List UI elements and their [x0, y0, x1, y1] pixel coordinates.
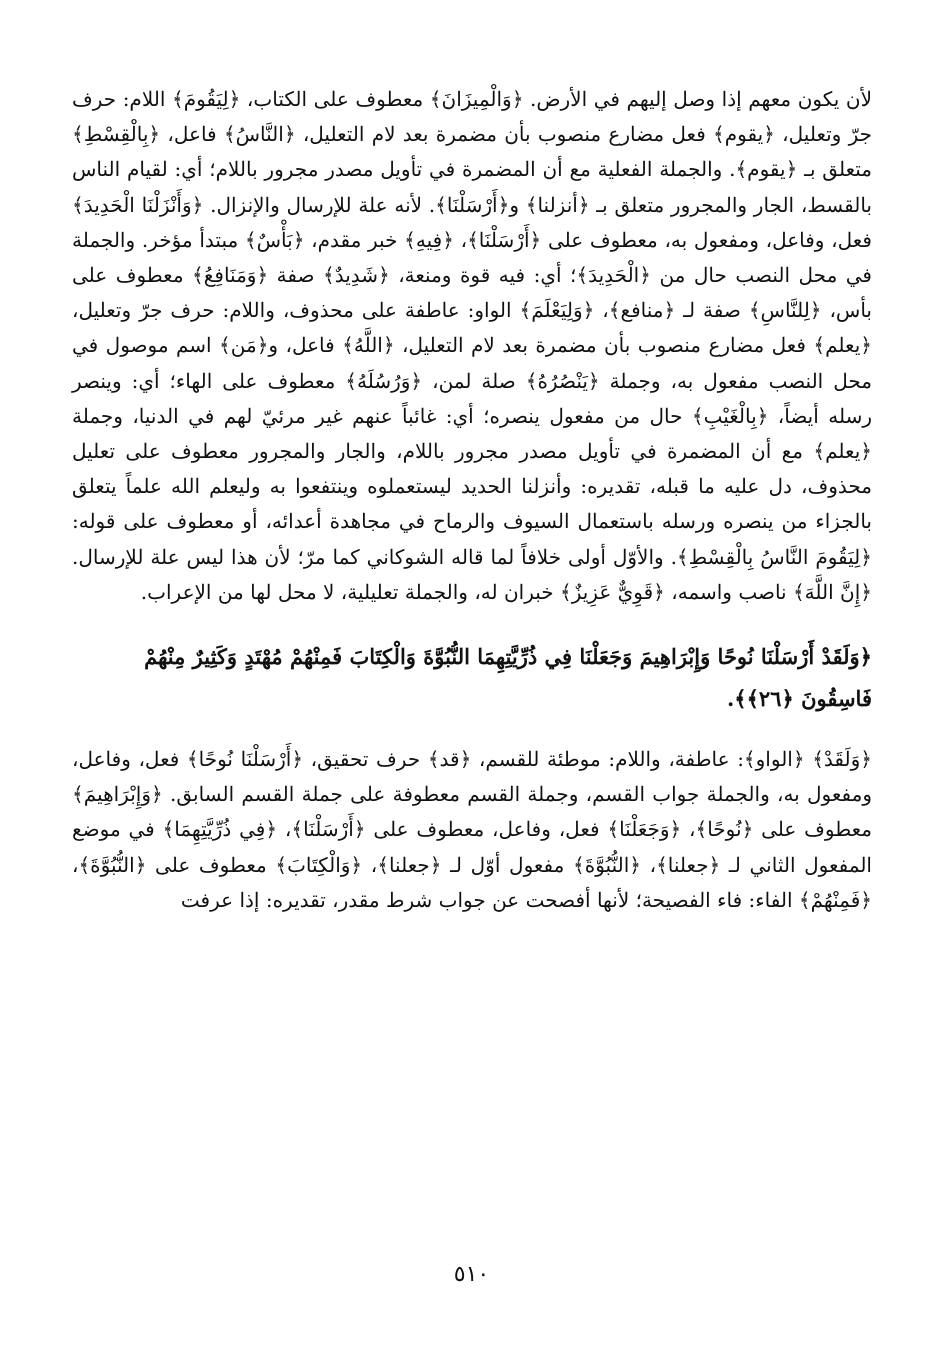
commentary-paragraph: ﴿وَلَقَدْ﴾ ﴿الواو﴾: عاطفة، واللام: موطئة للقسم، ﴿قد﴾ حرف تحقيق، ﴿أَرْسَلْنَا نُوحًا﴾ فعل، وفاعل، ومفعول به، والجملة جواب القسم، وجملة القسم معطوفة على جملة القسم السابق. ﴿وَإِبْرَاهِيمَ﴾ معطوف على ﴿نُوحًا﴾، ﴿وَجَعَلْنَا﴾ فعل، وفاعل، معطوف على ﴿أَرْسَلْنَا﴾، ﴿فِي ذُرِّيَّتِهِمَا﴾ في موضع المفعول الثاني لـ ﴿جعلنا﴾، ﴿النُّبُوَّةَ﴾ مفعول أوّل لـ ﴿جعلنا﴾، ﴿وَالْكِتَابَ﴾ معطوف على ﴿النُّبُوَّةَ﴾، ﴿فَمِنْهُمْ﴾ الفاء: فاء الفصيحة؛ لأنها أفصحت عن جواب شرط مقدر، تقديره: إذا عرفت	[72, 747, 872, 912]
commentary-paragraph: لأن يكون معهم إذا وصل إليهم في الأرض. ﴿وَالْمِيزَانَ﴾ معطوف على الكتاب، ﴿لِيَقُومَ﴾ اللام: حرف جرّ وتعليل، ﴿يقوم﴾ فعل مضارع منصوب بأن مضمرة بعد لام التعليل، ﴿النَّاسُ﴾ فاعل، ﴿بِالْقِسْطِ﴾ متعلق بـ ﴿يقوم﴾. والجملة الفعلية مع أن المضمرة في تأويل مصدر مجرور باللام؛ أي: لقيام الناس بالقسط، الجار والمجرور متعلق بـ ﴿أنزلنا﴾ و﴿أَرْسَلْنَا﴾. لأنه علة للإرسال والإنزال. ﴿وَأَنْزَلْنَا الْحَدِيدَ﴾ فعل، وفاعل، ومفعول به، معطوف على ﴿أَرْسَلْنَا﴾، ﴿فِيهِ﴾ خبر مقدم، ﴿بَأْسٌ﴾ مبتدأ مؤخر. والجملة في محل النصب حال من ﴿الْحَدِيدَ﴾؛ أي: فيه قوة ومنعة، ﴿شَدِيدٌ﴾ صفة ﴿وَمَنَافِعُ﴾ معطوف على بأس، ﴿لِلنَّاسِ﴾ صفة لـ ﴿منافع﴾، ﴿وَلِيَعْلَمَ﴾ الواو: عاطفة على محذوف، واللام: حرف جرّ وتعليل، ﴿يعلم﴾ فعل مضارع منصوب بأن مضمرة بعد لام التعليل، ﴿اللَّهُ﴾ فاعل، و﴿مَن﴾ اسم موصول في محل النصب مفعول به، وجملة ﴿يَنْصُرُهُ﴾ صلة لمن، ﴿وَرُسُلَهُ﴾ معطوف على الهاء؛ أي: وينصر رسله أيضاً، ﴿بِالْغَيْبِ﴾ حال من مفعول ينصره؛ أي: غائباً عنهم غير مرئيّ لهم في الدنيا، وجملة ﴿يعلم﴾ مع أن المضمرة في تأويل مصدر مجرور باللام، والجار والمجرور معطوف على تعليل محذوف، دل عليه ما قبله، تقديره: وأنزلنا الحديد ليستعملوه وينتفعوا به وليعلم الله علماً يتعلق بالجزاء من ينصره ورسله باستعمال السيوف والرماح في مجاهدة أعدائه، أو معطوف على قوله: ﴿لِيَقُومَ النَّاسُ بِالْقِسْطِ﴾. والأوّل أولى خلافاً لما قاله الشوكاني كما مرّ؛ لأن هذا ليس علة للإرسال. ﴿إِنَّ اللَّهَ﴾ ناصب واسمه، ﴿قَوِيٌّ عَزِيزٌ﴾ خبران له، والجملة تعليلية، لا محل لها من الإعراب.	[72, 87, 873, 604]
page-body	[72, 82, 872, 918]
quran-verse: ﴿وَلَقَدْ أَرْسَلْنَا نُوحًا وَإِبْرَاهِيمَ وَجَعَلْنَا فِي ذُرِّيَّتِهِمَا النُّبُوَّةَ وَالْكِتَابَ فَمِنْهُمْ مُهْتَدٍ وَكَثِيرٌ مِنْهُمْ فَاسِقُونَ ﴿٢٦﴾﴾.	[144, 644, 872, 712]
page-number: ٥١٠	[453, 1262, 490, 1287]
